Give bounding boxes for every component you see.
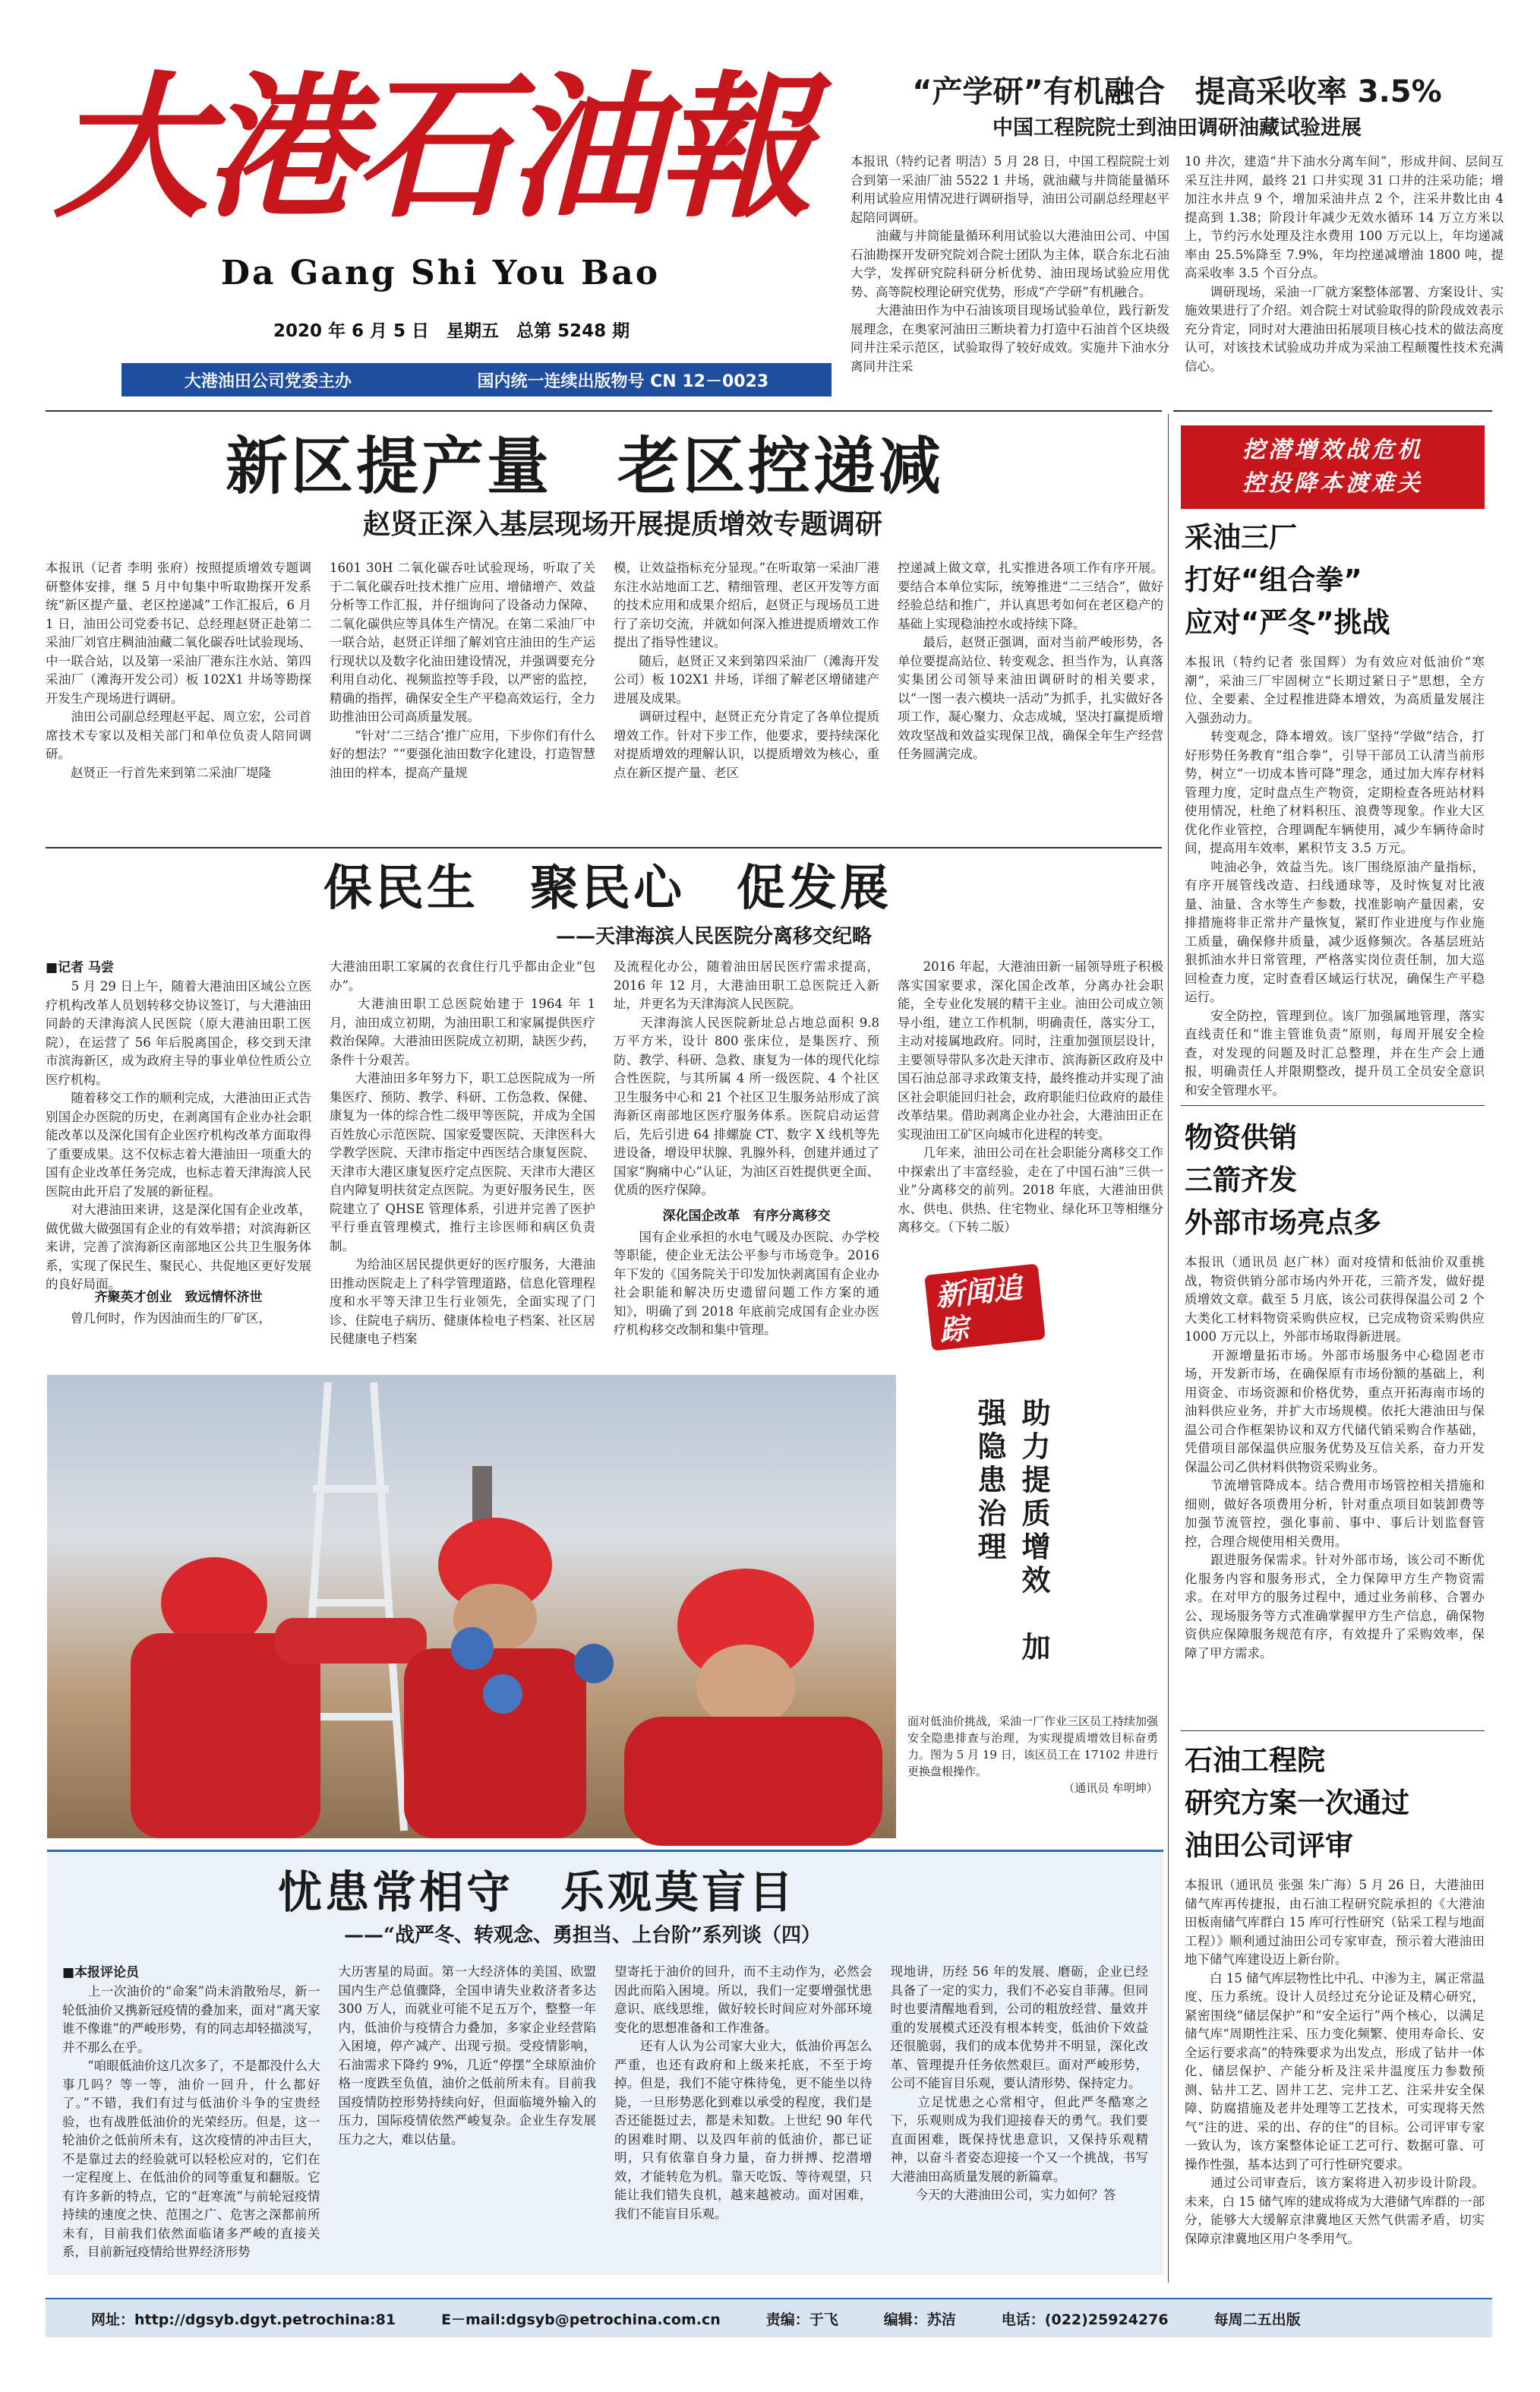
newspaper-logo: 大港石油報 bbox=[53, 57, 809, 239]
top-story-col1: 本报讯（特约记者 明洁）5 月 28 日，中国工程院院士刘合到第一采油厂油 5522 1 井场，就油藏与井筒能量循环利用试验应用情况进行调研指导，油田公司副总经理赵平起陪同调研。 油藏与井筒能量循环利用试验以大港油田公司、中国石油勘探开发研究院刘合院士团队为主体，联合东北石油大学，发挥研究院科研分析优势、油田现场试验应用优势、高等院校理论研究优势，形成“产学研”有机融合。 大港油田作为中石油该项目现场试验单位，践行新发展理念，在奥家河油田三断块着力打造中石油首个区块级同井注采示范区，试验取得了较好成效。实施井下油水分离同井注采 bbox=[850, 154, 1169, 374]
oil-workers-photo bbox=[47, 1375, 896, 1838]
masthead-bar bbox=[121, 363, 832, 397]
second-story-col3-tail: 国有企业承担的水电气暖及办医院、办学校等职能，使企业无法公平参与市场竞争。2016 年下发的《国务院关于印发加快剥离国有企业办社会职能和解决历史遗留问题工作方案的通知》，明确了到 2018 年底前完成国有企业办医疗机构移交改制和集中管理。 bbox=[614, 1229, 884, 1337]
main-photo bbox=[47, 1375, 896, 1838]
top-story-subhead: 中国工程院院士到油田调研油藏试验进展 bbox=[992, 116, 1362, 140]
bottom-story-subhead: ——“战严冬、转观念、勇担当、上台阶”系列谈（四） bbox=[344, 1924, 821, 1947]
publication-number: 国内统一连续出版物号 CN 12－0023 bbox=[477, 371, 769, 391]
sidebar-item-3 bbox=[1185, 1739, 1485, 2283]
footer-bar bbox=[46, 2298, 1492, 2337]
bottom-story-col4: 现地讲，历经 56 年的发展、磨砺，企业已经具备了一定的实力，我们不必妄自菲薄。但同时也要清醒地看到，公司的粗放经营、量效并重的发展模式还没有根本转变，低油价下效益还很脆弱，我们的成本优势并不明显，深化改革、管理提升任务依然艰巨。面对严峻形势，公司不能盲目乐观，要认清形势、保持定力。 立足忧患之心常相守，但此严冬酷寒之下，乐观则成为我们迎接春天的勇气。我们要直面困难，既保持忧患意识，又保持乐观精神，以奋斗者姿态迎接一个又一个挑战，书写大港油田高质量发展的新篇章。 今天的大港油田公司，实力如何？答 bbox=[890, 1964, 1148, 2202]
second-story-col1: 5 月 29 日上午，随着大港油田区域公立医疗机构改革人员划转移交协议签订，与大港油田同龄的天津海滨人民医院（原大港油田职工医院），在运营了 56 年后脱离国企，移交到天津市滨海新区，成为政府主导的事业单位性质公立医疗机构。 随着移交工作的顺利完成，大港油田正式告别国企办医院的历史，在剥离国有企业办社会职能改革以及深化国有企业医疗机构改革方面取得了重要成果。这不仅标志着大港油田一项重大的国有企业改革任务完成，也标志着天津海滨人民医院由此开启了发展的新征程。 对大港油田来讲，这是深化国有企业改革，做优做大做强国有企业的有效举措；对滨海新区来讲，完善了滨海新区南部地区公共卫生服务体系，实现了保民生、聚民心、共促地区更好发展的良好局面。 bbox=[46, 979, 311, 1291]
main-story-headline: 新区提产量 老区控递减 bbox=[225, 431, 944, 503]
footer-phone: 电话：(022)25924276 bbox=[1001, 2311, 1169, 2328]
bottom-story-byline: ■本报评论员 bbox=[62, 1965, 140, 1980]
second-story-col1-tail: 曾几何时，作为因油而生的厂矿区， bbox=[46, 1311, 271, 1326]
photo-credit: （通讯员 牟明坤） bbox=[1063, 1781, 1158, 1795]
sidebar-divider-2 bbox=[1181, 1730, 1485, 1731]
second-story-col3-subhead: 深化国企改革 有序分离移交 bbox=[662, 1208, 831, 1224]
second-story-col1-subhead: 齐聚英才创业 致远情怀济世 bbox=[94, 1290, 263, 1305]
masthead bbox=[46, 46, 832, 372]
second-story-headline: 保民生 聚民心 促发展 bbox=[323, 861, 891, 917]
bottom-story bbox=[47, 1850, 1163, 2275]
news-tracking-badge: 新闻追踪 bbox=[924, 1263, 1046, 1351]
main-story-col2: 1601 30H 二氧化碳吞吐试验现场，听取了关于二氧化碳吞吐技术推广应用、增储增产、效益分析等工作汇报，并仔细询问了设备动力保障、二氧化碳供应等具体生产情况。在第二采油厂中一联合站，赵贤正详细了解刘官庄油田的生产运行现状以及数字化油田建设情况，并强调要充分利用自动化、视频监控等手段，以严密的监控，精确的指挥，确保安全生产平稳高效运行，全力助推油田公司高质量发展。 “针对‘二三结合’推广应用，下步你们有什么好的想法？”“要强化油田数字化建设，打造智慧油田的样本，提高产量规 bbox=[330, 561, 595, 780]
sidebar-item-1 bbox=[1185, 517, 1485, 1101]
top-story-col2: 10 井次，建造“井下油水分离车间”，形成井间、层间互采互注井网，最终 21 口井实现 31 口井的注采功能；增加注水井点 9 个，增加采油井点 2 个，注采井数比由 4 提高到 1.38；阶段计年减少无效水循环 14 万立方米以上，节约污水处理及注水费用 100 万元以上，年均递减率由 25.5%降至 7.9%，年均控递减增油 1800 吨，提高采收率 3.5 个百分点。 调研现场，采油一厂就方案整体部署、方案设计、实施效果进行了介绍。刘合院士对试验取得的阶段成效表示充分肯定，同时对大港油田拓展项目核心技术的做法高度认可，对该技术试验成功并成为采油工程颠覆性技术充满信心。 bbox=[1185, 154, 1504, 374]
top-divider bbox=[46, 410, 1162, 412]
footer-layout-editor: 编辑：苏洁 bbox=[883, 2311, 956, 2328]
sidebar-item-2-body: 本报讯（通讯员 赵广林）面对疫情和低油价双重挑战，物资供销分部市场内外开花，三箭齐发，做好提质增效文章。截至 5 月底，该公司获得保温公司 2 个大类化工材料物资采购供应权，已完成物资采购供应 1000 万元以上，外部市场取得新进展。 开源增量拓市场。外部市场服务中心稳固老市场，开发新市场，在确保原有市场份额的基础上，利用资金、市场资源和价格优势，重点开拓海南市场的油料供应业务，并扩大市场规模。依托大港油田与保温公司合作框架协议和双方代储代销采购合作基础，凭借项目部保温供应服务优势及互信关系，奋力开发保温公司乙供材料供物资采购业务。 节流增管降成本。结合费用市场管控相关措施和细则，做好各项费用分析，针对重点项目如装卸费等加强节流管控，强化事前、事中、事后计划监督管控，合理合规使用相关费用。 跟进服务保需求。针对外部市场，该公司不断优化服务内容和服务形式，全力保障甲方生产物资需求。在对甲方的服务过程中，通过业务前移、合署办公、现场服务等方式准确掌握甲方生产信息，确保物资供应保障服务规范有序，有效提升了采购效率，保障了甲方需求。 bbox=[1185, 1255, 1485, 1660]
main-story-col4: 控递减上做文章，扎实推进各项工作有序开展。要结合本单位实际，统筹推进“二三结合”，做好经验总结和推广，并认真思考如何在老区稳产的基础上实现稳油控水或持续下降。 最后，赵贤正强调，面对当前严峻形势，各单位要提高站位、转变观念、担当作为，认真落实集团公司领导来油田调研时的相关要求，以“一图一表六模块一活动”为抓手，扎实做好各项工作，凝心聚力、众志成城，坚决打赢提质增效攻坚战和效益实现保卫战，确保全年生产经营任务圆满完成。 bbox=[898, 561, 1163, 761]
photo-vertical-caption-text: 助力提质增效 加强隐患治理 bbox=[973, 1398, 1050, 1665]
footer-editor: 责编：于飞 bbox=[765, 2311, 838, 2328]
footer-email[interactable]: E－mail:dgsyb@petrochina.com.cn bbox=[441, 2311, 721, 2328]
sidebar-banner-line2: 控投降本渡难关 bbox=[1242, 470, 1423, 497]
second-story-byline: ■记者 马尝 bbox=[46, 960, 114, 975]
footer-schedule: 每周二五出版 bbox=[1213, 2311, 1301, 2328]
second-story bbox=[46, 855, 1169, 1356]
second-story-col3: 及流程化办公，随着油田居民医疗需求提高，2016 年 12 月，大港油田职工总医院迁入新址，并更名为天津海滨人民医院。 天津海滨人民医院新址总占地总面积 9.8 万平方米，设计 800 张床位，是集医疗、预防、教学、科研、急救、康复为一体的现代化综合性医院，与其所属 4 所一级医院、4 个社区卫生服务中心和 21 个社区卫生服务站形成了滨海新区南部地区医疗服务体系。医院启动运营后，先后引进 64 排螺旋 CT、数字 X 线机等先进设备，增设甲状腺、乳腺外科，创建并通过了国家“胸痛中心”认证，为油区百姓提供更全面、优质的医疗保障。 bbox=[614, 959, 879, 1197]
issue-date-line: 2020 年 6 月 5 日 星期五 总第 5248 期 bbox=[273, 321, 630, 341]
photo-vertical-caption bbox=[942, 1398, 1056, 1686]
sponsor-label: 大港油田公司党委主办 bbox=[184, 371, 352, 391]
sidebar-item-3-title: 石油工程院 研究方案一次通过 油田公司评审 bbox=[1185, 1744, 1409, 1862]
bottom-story-headline: 忧患常相守 乐观莫盲目 bbox=[277, 1866, 796, 1918]
second-story-col4: 2016 年起，大港油田新一届领导班子积极落实国家要求，深化国企改革，分离办社会职能，全专业化发展的精干主业。油田公司成立领导小组，建立工作机制，明确责任，落实分工，主动对接属地政府。同时，注重加强顶层设计，主要领导带队多次赴天津市、滨海新区政府及中国石油总部寻求政策支持，最终推动并实现了油区社会职能回归社会，政府职能归位政府的最佳改革结果。借助剥离企业办社会，大港油田正在实现油田工矿区向城市化进程的转变。 几年来，油田公司在社会职能分离移交工作中探索出了丰富经验，走在了中国石油“三供一业”分离移交的前列。2018 年底，大港油田供水、供电、供热、住宅物业、绿化环卫等相继分离移交。（下转二版） bbox=[898, 959, 1163, 1234]
bottom-story-col3: 望寄托于油价的回升，而不主动作为，必然会因此而陷入困境。所以，我们一定要增强忧患意识、底线思维，做好较长时间应对外部环境变化的思想准备和工作准备。 还有人认为公司家大业大，低油价再怎么严重，也还有政府和上级来托底，不至于垮掉。但是，我们不能守株待兔，更不能坐以待毙，一旦形势恶化到难以承受的程度，我们是否还能挺过去，都是未知数。上世纪 90 年代的困难时期、以及四年前的低油价，都已证明，只有依靠自身力量，奋力拼搏、挖潜增效，才能转危为机。靠天吃饭、等待观望，只能让我们错失良机，越来越被动。面对困难，我们不能盲目乐观。 bbox=[614, 1964, 873, 2221]
photo-caption-text: 面对低油价挑战，采油一厂作业三区员工持续加强安全隐患排查与治理，为实现提质增效目标奋勇力。图为 5 月 19 日，该区员工在 17102 井进行更换盘根操作。 bbox=[907, 1714, 1159, 1778]
sidebar-item-1-body: 本报讯（特约记者 张国辉）为有效应对低油价“寒潮”，采油三厂牢固树立“长期过紧日子”思想，全方位、全要素、全过程推进降本增效，为高质量发展注入强劲动力。 转变观念，降本增效。该厂坚持“学做”结合，打好形势任务教育“组合拳”，引导干部员工认清当前形势，树立“一切成本皆可降”理念，通过加大库存材料管理力度，定时盘点生产物资，定期检查各班站材料使用情况，杜绝了材料积压、浪费等现象。作业大区优化作业管控，合理调配车辆使用，减少车辆待命时间，提高用车效率，累积节支 3.5 万元。 吨油必争，效益当先。该厂围绕原油产量指标，有序开展管线改造、扫线通球等，及时恢复对比液量、油量、含水等生产参数，找准影响产量因素，安排措施将非正常井产量恢复，紧盯作业进度与作业施工质量，确保修井质量，减少返修频次。各基层班站狠抓油水井日常管理，严格落实岗位责任制，加大巡回检查力度，定时查看区域运行状况，确保生产平稳运行。 安全防控，管理到位。该厂加强属地管理，落实直线责任和“谁主管谁负责”原则，每周开展安全检查，对发现的问题及时汇总整理，并在生产会上通报，明确责任人并限期整改，提升员工全员安全意识和安全管理水平。 bbox=[1185, 655, 1485, 1098]
sidebar-item-2-title: 物资供销 三箭齐发 外部市场亮点多 bbox=[1185, 1121, 1381, 1239]
bottom-story-col1: 上一次油价的“命案”尚未消散殆尽，新一轮低油价又携新冠疫情的叠加来，面对“离天家谁不像谁”的严峻形势，有的同志却轻描淡写，并不那么在乎。 “咱眼低油价这几次多了，不是都没什么大事几吗？等一等，油价一回升，什么都好了。”不错，我们有过与低油价斗争的宝贵经验，也有战胜低油价的光荣经历。但是，这一轮油价之低前所未有，这次疫情的冲击巨大，不是靠过去的经验就可以轻松应对的，它们在一定程度上、在低油价的同等重复和翻版。它有许多新的特点，它的“赶寒流”与前轮冠疫情持续的速度之快、范围之广、危害之深都前所未有，目前我们依然面临诸多严峻的直接关系，目前新冠疫情给世界经济形势 bbox=[62, 1984, 320, 2259]
newspaper-pinyin: Da Gang Shi You Bao bbox=[220, 254, 661, 292]
photo-caption bbox=[907, 1713, 1158, 1834]
main-story-subhead: 赵贤正深入基层现场开展提质增效专题调研 bbox=[362, 508, 882, 540]
sidebar-divider bbox=[1168, 414, 1169, 2283]
second-story-col2: 大港油田职工家属的衣食住行几乎都由企业“包办”。 大港油田职工总医院始建于 1964 年 1 月，油田成立初期，为油田职工和家属提供医疗救治保障。大港油田医院成立初期，缺医少药，条件十分艰苦。 大港油田多年努力下，职工总医院成为一所集医疗、预防、教学、科研、工伤急救、保健、康复为一体的综合性二级甲等医院，并成为全国百姓放心示范医院、国家爱婴医院、天津医科大学教学医院、天津市指定中西医结合康复医院、天津市大港区康复医疗定点医院、天津市大港区自内障复明扶贫定点医院。为更好服务民生，医院建立了 QHSE 管理体系，引进并完善了医护平行垂直管理模式，推行主诊医师和病区负责制。 为给油区居民提供更好的医疗服务，大港油田推动医院走上了科学管理道路，信息化管理程度和水平等天津卫生行业领先，全面实现了门诊、住院电子病历、健康体检电子档案、社区居民健康电子档案 bbox=[330, 959, 595, 1346]
sidebar-banner bbox=[1181, 425, 1485, 509]
second-story-subhead: ——天津海滨人民医院分离移交纪略 bbox=[555, 925, 872, 948]
top-story-headline: “产学研”有机融合 提高采收率 3.5% bbox=[912, 74, 1442, 109]
sidebar-item-3-body: 本报讯（通讯员 张强 朱广海）5 月 26 日，大港油田储气库再传捷报，由石油工程研究院承担的《大港油田板南储气库群白 15 库可行性研究（钻采工程与地面工程）》顺利通过油田公司专家审查，预示着大港油田地下储气库建设迈上新台阶。 白 15 储气库层物性比中孔、中渗为主，属正常温度、压力系统。设计人员经过充分论证及精心研究，紧密围绕“储层保护”和“安全运行”两个核心，以满足储气库“周期性注采、压力变化频繁、使用寿命长、安全运行要求高”的特殊要求为出发点，形成了钻井一体化、储层保护、产能分析及注采井温度压力参数预测、钻井工艺、固井工艺、完井工艺、注采井安全保障、防腐措施及老井处理等工艺技术，可实现将天然气“注的进、采的出、存的住”的目标。公司评审专家一致认为，该方案整体论证工艺可行、数据可靠、可操作性强，基本达到了可行性研究要求。 通过公司审查后，该方案将进入初步设计阶段。未来，白 15 储气库的建成将成为大港储气库群的一部分，能够大大缓解京津冀地区天然气供需矛盾，切实保障京津冀地区用户冬季用气。 bbox=[1185, 1878, 1485, 2246]
main-divider bbox=[46, 847, 1162, 848]
footer-website[interactable]: 网址：http://dgsyb.dgyt.petrochina:81 bbox=[91, 2311, 396, 2328]
main-story-col3: 模，让效益指标充分显现。”在听取第一采油厂港东注水站地面工艺、精细管理、老区开发等方面的技术应用和成果介绍后，赵贤正与现场员工进行了亲切交流，并就如何深入推进提质增效工作提出了指导性建议。 随后，赵贤正又来到第四采油厂（滩海开发公司）板 102X1 井场，详细了解老区增储建产进展及成果。 调研过程中，赵贤正充分肯定了各单位提质增效工作。针对下步工作，他要求，要持续深化对提质增效的理解认识，以提质增效为核心，重点在新区提产量、老区 bbox=[614, 561, 879, 780]
top-story bbox=[850, 72, 1504, 406]
sidebar-item-2 bbox=[1185, 1117, 1485, 1724]
sidebar-banner-line1: 挖潜增效战危机 bbox=[1242, 437, 1423, 463]
main-story-col1: 本报讯（记者 李明 张府）按照提质增效专题调研整体安排，继 5 月中旬集中听取勘探开发系统“新区提产量、老区控递减”工作汇报后，6 月 1 日，油田公司党委书记、总经理赵贤正赴第二采油厂刘官庄稠油油藏二氧化碳吞吐试验现场、中一联合站，以及第一采油厂港东注水站、第四采油厂（滩海开发公司）板 102X1 井场等勘探开发生产现场进行调研。 油田公司副总经理赵平起、周立宏，公司首席技术专家以及相关部门和单位负责人陪同调研。 赵贤正一行首先来到第二采油厂堤隆 bbox=[46, 561, 311, 780]
main-story bbox=[46, 425, 1169, 851]
sidebar-divider-1 bbox=[1181, 1105, 1485, 1106]
top-divider-right bbox=[1173, 410, 1492, 412]
sidebar-item-1-title: 采油三厂 打好“组合拳” 应对“严冬”挑战 bbox=[1185, 521, 1390, 639]
bottom-story-col2: 大历害星的局面。第一大经济体的美国、欧盟国内生产总值骤降，全国申请失业救济者多达 300 万人，而就业可能不足五万个，整整一年内，低油价与疫情合力叠加，多家企业经营陷入困境，停产减产、出现亏损。受疫情影响，石油需求下降约 9%，几近“停摆”全球原油价格一度跌至负值，油价之低前所未有。目前我国疫情防控形势持续向好，但面临境外输入的压力，国际疫情依然严峻复杂。企业生存发展压力之大，难以估量。 bbox=[338, 1964, 601, 2147]
